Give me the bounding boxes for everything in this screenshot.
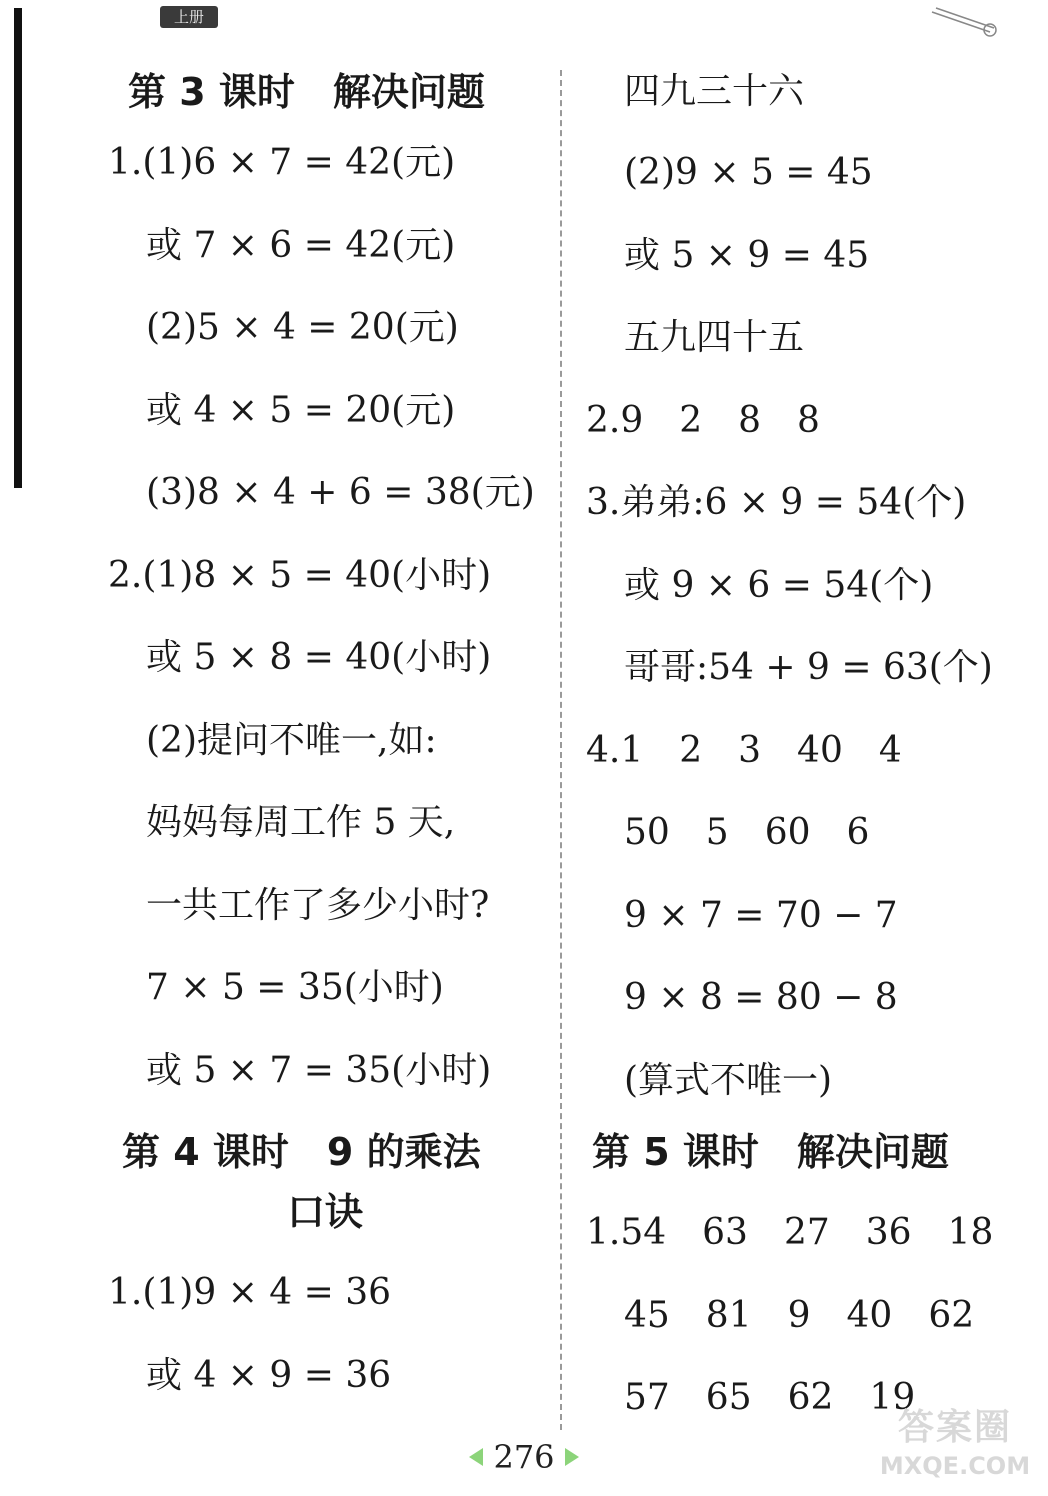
section-title-lesson4-line2: 口诀 <box>286 1190 363 1234</box>
answer-line: (2)提问不唯一,如: <box>146 719 437 761</box>
answer-line: 4.1 2 3 40 4 <box>586 729 902 771</box>
volume-tab: 上册 <box>160 6 218 28</box>
left-arrow-icon <box>469 1448 483 1466</box>
watermark-main: 答案圈 <box>897 1407 1012 1448</box>
answer-line: 9 × 8 = 80 − 8 <box>624 977 898 1018</box>
answer-line: 1.54 63 27 36 18 <box>586 1212 994 1253</box>
answer-line: 1.(1)6 × 7 = 42(元) <box>108 142 456 183</box>
answer-line: 2.(1)8 × 5 = 40(小时) <box>108 554 492 596</box>
section-title-lesson4: 第 4 课时 9 的乘法 <box>122 1130 481 1174</box>
answer-line: 或 9 × 6 = 54(个) <box>624 564 934 606</box>
answer-line: 45 81 9 40 62 <box>624 1294 975 1336</box>
answer-line: (3)8 × 4 + 6 = 38(元) <box>146 472 535 513</box>
answer-line: 妈妈每周工作 5 天, <box>146 802 456 843</box>
column-divider <box>560 70 562 1430</box>
right-column <box>578 62 1018 1440</box>
answer-line: 或 4 × 5 = 20(元) <box>146 389 456 431</box>
right-arrow-icon <box>565 1448 579 1466</box>
answer-line: 或 5 × 9 = 45 <box>624 234 870 276</box>
watermark-sub: MXQE.COM <box>879 1452 1031 1480</box>
left-column <box>100 62 550 1417</box>
answer-line: (2)5 × 4 = 20(元) <box>146 307 459 348</box>
section-title-lesson5: 第 5 课时 解决问题 <box>592 1130 949 1174</box>
answer-line: 57 65 62 19 <box>624 1377 916 1418</box>
answer-line: 3.弟弟:6 × 9 = 54(个) <box>586 482 967 523</box>
answer-line: 50 5 60 6 <box>624 812 870 853</box>
left-edge-bar <box>14 8 22 488</box>
answer-line: 或 5 × 7 = 35(小时) <box>146 1049 492 1091</box>
section-title-lesson3: 第 3 课时 解决问题 <box>128 70 485 114</box>
answer-line: (2)9 × 5 = 45 <box>624 152 873 193</box>
answer-line: 或 7 × 6 = 42(元) <box>146 224 456 266</box>
answer-line: 一共工作了多少小时? <box>146 884 490 926</box>
answer-line: 哥哥:54 + 9 = 63(个) <box>624 647 993 688</box>
answer-line: 四九三十六 <box>624 71 805 112</box>
answer-line: 9 × 7 = 70 − 7 <box>624 894 898 936</box>
answer-line: 或 4 × 9 = 36 <box>146 1354 392 1396</box>
answer-line: 或 5 × 8 = 40(小时) <box>146 637 492 678</box>
answer-line: 7 × 5 = 35(小时) <box>146 967 444 1008</box>
answer-line: 五九四十五 <box>624 317 805 358</box>
watermark <box>870 1405 1040 1490</box>
answer-line: 1.(1)9 × 4 = 36 <box>108 1272 392 1313</box>
page-number: 276 <box>493 1438 555 1476</box>
answer-line: 2.9 2 8 8 <box>586 399 820 441</box>
pencil-icon <box>928 4 998 40</box>
answer-line: (算式不唯一) <box>624 1059 833 1101</box>
